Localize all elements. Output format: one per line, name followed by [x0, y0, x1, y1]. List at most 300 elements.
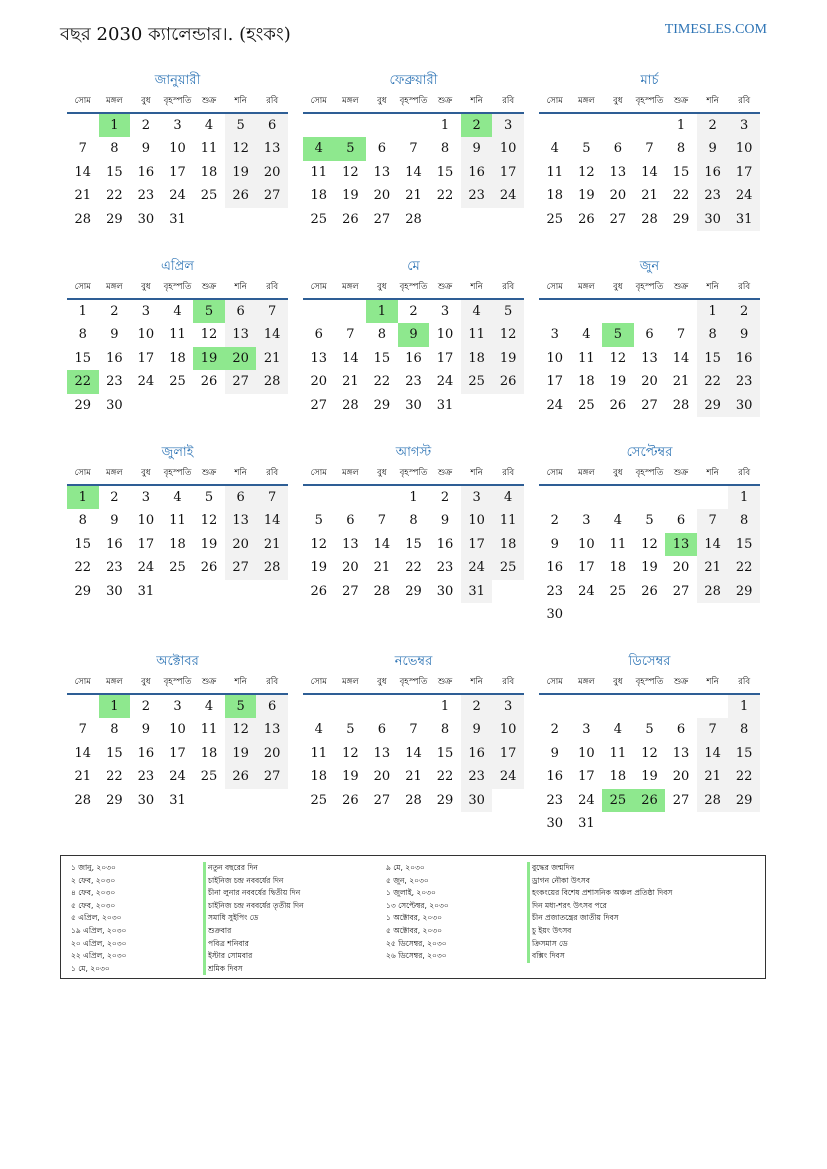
day-cell[interactable]: 4	[173, 304, 182, 319]
day-cell[interactable]: 22	[106, 769, 123, 785]
day-cell[interactable]: 20	[256, 161, 288, 184]
day-cell[interactable]: 26	[342, 792, 359, 808]
day-cell[interactable]: 22	[436, 188, 454, 204]
day-cell[interactable]: 8	[697, 323, 729, 346]
day-cell[interactable]: 10	[436, 327, 454, 343]
day-cell[interactable]: 24	[137, 560, 155, 576]
day-cell[interactable]: 1	[728, 486, 760, 509]
day-cell[interactable]: 3	[492, 114, 524, 137]
day-cell[interactable]: 20	[225, 533, 257, 556]
day-cell[interactable]: 9	[141, 141, 151, 157]
day-cell[interactable]: 21	[74, 188, 92, 204]
day-cell[interactable]: 6	[377, 722, 387, 738]
day-cell[interactable]: 3	[141, 490, 151, 505]
day-cell[interactable]: 13	[665, 533, 697, 556]
day-cell[interactable]: 13	[373, 745, 391, 761]
day-cell[interactable]: 16	[728, 347, 760, 370]
day-cell[interactable]: 5	[225, 114, 257, 137]
day-cell[interactable]: 12	[225, 718, 257, 741]
day-cell[interactable]: 6	[676, 722, 686, 738]
day-cell[interactable]: 19	[609, 374, 627, 390]
day-cell[interactable]: 14	[697, 742, 729, 765]
day-cell[interactable]: 9	[697, 137, 729, 160]
day-cell[interactable]: 22	[106, 188, 123, 204]
day-cell[interactable]: 10	[169, 722, 186, 738]
day-cell[interactable]: 31	[461, 580, 493, 603]
day-cell[interactable]: 14	[641, 164, 658, 180]
day-cell[interactable]: 12	[200, 327, 218, 343]
day-cell[interactable]: 2	[141, 118, 151, 133]
day-cell[interactable]: 15	[697, 347, 729, 370]
day-cell[interactable]: 4	[550, 141, 559, 157]
day-cell[interactable]: 30	[546, 606, 564, 622]
day-cell[interactable]: 16	[546, 769, 564, 785]
day-cell[interactable]: 26	[225, 765, 257, 788]
day-cell[interactable]: 8	[440, 141, 450, 157]
day-cell[interactable]: 1	[67, 486, 99, 509]
day-cell[interactable]: 15	[728, 742, 760, 765]
day-cell[interactable]: 26	[200, 560, 218, 576]
day-cell[interactable]: 28	[74, 792, 92, 808]
day-cell[interactable]: 8	[110, 141, 119, 157]
day-cell[interactable]: 9	[110, 327, 119, 343]
day-cell[interactable]: 23	[137, 769, 155, 785]
day-cell[interactable]: 16	[137, 745, 155, 761]
day-cell[interactable]: 14	[74, 164, 92, 180]
day-cell[interactable]: 11	[609, 536, 627, 552]
day-cell[interactable]: 12	[342, 164, 359, 180]
day-cell[interactable]: 14	[256, 323, 288, 346]
day-cell[interactable]: 18	[310, 188, 328, 204]
day-cell[interactable]: 6	[645, 327, 654, 343]
day-cell[interactable]: 7	[78, 722, 87, 738]
day-cell[interactable]: 8	[728, 718, 760, 741]
day-cell[interactable]: 17	[728, 161, 760, 184]
day-cell[interactable]: 19	[342, 769, 359, 785]
day-cell[interactable]: 27	[342, 583, 359, 599]
day-cell[interactable]: 18	[546, 188, 564, 204]
day-cell[interactable]: 28	[641, 211, 658, 227]
day-cell[interactable]: 29	[697, 394, 729, 417]
day-cell[interactable]: 18	[578, 374, 595, 390]
day-cell[interactable]: 6	[314, 327, 323, 343]
day-cell[interactable]: 10	[137, 513, 155, 529]
day-cell[interactable]: 18	[461, 347, 493, 370]
day-cell[interactable]: 4	[303, 137, 335, 160]
day-cell[interactable]: 4	[173, 490, 182, 505]
day-cell[interactable]: 14	[74, 745, 92, 761]
day-cell[interactable]: 18	[200, 164, 218, 180]
day-cell[interactable]: 28	[405, 211, 422, 227]
day-cell[interactable]: 22	[728, 765, 760, 788]
day-cell[interactable]: 27	[609, 211, 627, 227]
day-cell[interactable]: 30	[106, 583, 123, 599]
day-cell[interactable]: 4	[492, 486, 524, 509]
day-cell[interactable]: 27	[225, 556, 257, 579]
day-cell[interactable]: 26	[225, 184, 257, 207]
day-cell[interactable]: 11	[492, 509, 524, 532]
day-cell[interactable]: 25	[602, 789, 634, 812]
day-cell[interactable]: 23	[461, 765, 493, 788]
day-cell[interactable]: 11	[310, 745, 328, 761]
day-cell[interactable]: 16	[461, 161, 493, 184]
day-cell[interactable]: 24	[436, 374, 454, 390]
day-cell[interactable]: 21	[697, 556, 729, 579]
day-cell[interactable]: 7	[78, 141, 87, 157]
day-cell[interactable]: 27	[373, 211, 391, 227]
day-cell[interactable]: 3	[173, 118, 182, 133]
day-cell[interactable]: 19	[578, 188, 595, 204]
day-cell[interactable]: 24	[492, 765, 524, 788]
day-cell[interactable]: 3	[461, 486, 493, 509]
day-cell[interactable]: 8	[377, 327, 387, 343]
day-cell[interactable]: 3	[582, 513, 591, 529]
day-cell[interactable]: 9	[461, 718, 493, 741]
day-cell[interactable]: 10	[546, 350, 564, 366]
day-cell[interactable]: 2	[550, 722, 559, 738]
day-cell[interactable]: 1	[440, 118, 450, 133]
day-cell[interactable]: 31	[728, 208, 760, 231]
day-cell[interactable]: 21	[672, 374, 690, 390]
day-cell[interactable]: 5	[335, 137, 367, 160]
day-cell[interactable]: 27	[225, 370, 257, 393]
day-cell[interactable]: 29	[74, 397, 92, 413]
day-cell[interactable]: 18	[310, 769, 328, 785]
day-cell[interactable]: 25	[461, 370, 493, 393]
day-cell[interactable]: 2	[461, 114, 493, 137]
day-cell[interactable]: 2	[728, 300, 760, 323]
day-cell[interactable]: 27	[373, 792, 391, 808]
day-cell[interactable]: 8	[409, 513, 418, 529]
day-cell[interactable]: 7	[676, 327, 686, 343]
day-cell[interactable]: 24	[578, 792, 595, 808]
day-cell[interactable]: 21	[256, 533, 288, 556]
day-cell[interactable]: 4	[204, 118, 214, 133]
day-cell[interactable]: 23	[697, 184, 729, 207]
day-cell[interactable]: 15	[106, 164, 123, 180]
day-cell[interactable]: 30	[697, 208, 729, 231]
day-cell[interactable]: 9	[398, 323, 430, 346]
day-cell[interactable]: 1	[78, 304, 87, 319]
day-cell[interactable]: 11	[169, 327, 186, 343]
day-cell[interactable]: 6	[613, 141, 623, 157]
day-cell[interactable]: 10	[578, 536, 595, 552]
day-cell[interactable]: 6	[676, 513, 686, 529]
day-cell[interactable]: 8	[110, 722, 119, 738]
day-cell[interactable]: 16	[697, 161, 729, 184]
day-cell[interactable]: 22	[436, 769, 454, 785]
day-cell[interactable]: 8	[676, 141, 686, 157]
day-cell[interactable]: 15	[672, 164, 690, 180]
day-cell[interactable]: 25	[578, 397, 595, 413]
day-cell[interactable]: 25	[609, 583, 627, 599]
day-cell[interactable]: 31	[436, 397, 454, 413]
day-cell[interactable]: 3	[728, 114, 760, 137]
day-cell[interactable]: 26	[342, 211, 359, 227]
day-cell[interactable]: 29	[405, 583, 422, 599]
day-cell[interactable]: 31	[578, 815, 595, 831]
day-cell[interactable]: 21	[641, 188, 658, 204]
day-cell[interactable]: 29	[106, 211, 123, 227]
day-cell[interactable]: 29	[672, 211, 690, 227]
day-cell[interactable]: 12	[578, 164, 595, 180]
day-cell[interactable]: 18	[609, 560, 627, 576]
day-cell[interactable]: 10	[492, 718, 524, 741]
day-cell[interactable]: 3	[141, 304, 151, 319]
day-cell[interactable]: 16	[436, 536, 454, 552]
day-cell[interactable]: 27	[641, 397, 658, 413]
day-cell[interactable]: 30	[137, 792, 155, 808]
day-cell[interactable]: 5	[204, 490, 214, 505]
day-cell[interactable]: 2	[141, 699, 151, 714]
day-cell[interactable]: 19	[342, 188, 359, 204]
day-cell[interactable]: 11	[461, 323, 493, 346]
day-cell[interactable]: 15	[728, 533, 760, 556]
day-cell[interactable]: 13	[256, 718, 288, 741]
day-cell[interactable]: 25	[200, 769, 218, 785]
day-cell[interactable]: 7	[697, 718, 729, 741]
day-cell[interactable]: 16	[137, 164, 155, 180]
day-cell[interactable]: 13	[342, 536, 359, 552]
day-cell[interactable]: 27	[256, 765, 288, 788]
day-cell[interactable]: 19	[641, 769, 658, 785]
day-cell[interactable]: 5	[582, 141, 591, 157]
day-cell[interactable]: 15	[74, 536, 92, 552]
day-cell[interactable]: 1	[676, 118, 686, 133]
day-cell[interactable]: 10	[137, 327, 155, 343]
day-cell[interactable]: 5	[645, 722, 654, 738]
day-cell[interactable]: 28	[373, 583, 391, 599]
day-cell[interactable]: 25	[310, 211, 328, 227]
day-cell[interactable]: 7	[645, 141, 654, 157]
day-cell[interactable]: 10	[578, 745, 595, 761]
day-cell[interactable]: 13	[225, 323, 257, 346]
day-cell[interactable]: 27	[256, 184, 288, 207]
day-cell[interactable]: 30	[461, 789, 493, 812]
day-cell[interactable]: 11	[200, 141, 218, 157]
day-cell[interactable]: 3	[440, 304, 450, 319]
day-cell[interactable]: 19	[492, 347, 524, 370]
day-cell[interactable]: 18	[200, 745, 218, 761]
day-cell[interactable]: 26	[641, 583, 658, 599]
day-cell[interactable]: 13	[225, 509, 257, 532]
day-cell[interactable]: 7	[256, 486, 288, 509]
day-cell[interactable]: 4	[613, 513, 623, 529]
day-cell[interactable]: 9	[461, 137, 493, 160]
day-cell[interactable]: 14	[342, 350, 359, 366]
day-cell[interactable]: 19	[310, 560, 328, 576]
day-cell[interactable]: 10	[492, 137, 524, 160]
day-cell[interactable]: 19	[225, 742, 257, 765]
day-cell[interactable]: 30	[728, 394, 760, 417]
day-cell[interactable]: 5	[645, 513, 654, 529]
day-cell[interactable]: 24	[578, 583, 595, 599]
day-cell[interactable]: 3	[582, 722, 591, 738]
day-cell[interactable]: 8	[78, 327, 87, 343]
day-cell[interactable]: 4	[204, 699, 214, 714]
day-cell[interactable]: 21	[342, 374, 359, 390]
day-cell[interactable]: 22	[405, 560, 422, 576]
day-cell[interactable]: 21	[697, 765, 729, 788]
day-cell[interactable]: 14	[405, 745, 422, 761]
day-cell[interactable]: 15	[436, 745, 454, 761]
day-cell[interactable]: 26	[578, 211, 595, 227]
day-cell[interactable]: 13	[256, 137, 288, 160]
day-cell[interactable]: 5	[602, 323, 634, 346]
day-cell[interactable]: 22	[373, 374, 391, 390]
day-cell[interactable]: 19	[225, 161, 257, 184]
day-cell[interactable]: 15	[373, 350, 391, 366]
day-cell[interactable]: 4	[314, 722, 323, 738]
day-cell[interactable]: 13	[609, 164, 627, 180]
day-cell[interactable]: 17	[137, 536, 155, 552]
day-cell[interactable]: 29	[728, 789, 760, 812]
day-cell[interactable]: 2	[550, 513, 559, 529]
day-cell[interactable]: 20	[373, 188, 391, 204]
day-cell[interactable]: 24	[461, 556, 493, 579]
day-cell[interactable]: 4	[461, 300, 493, 323]
day-cell[interactable]: 12	[225, 137, 257, 160]
day-cell[interactable]: 20	[641, 374, 658, 390]
day-cell[interactable]: 29	[436, 792, 454, 808]
day-cell[interactable]: 17	[169, 164, 186, 180]
day-cell[interactable]: 14	[373, 536, 391, 552]
day-cell[interactable]: 11	[609, 745, 627, 761]
day-cell[interactable]: 12	[609, 350, 627, 366]
day-cell[interactable]: 24	[546, 397, 564, 413]
day-cell[interactable]: 20	[310, 374, 328, 390]
day-cell[interactable]: 5	[346, 722, 355, 738]
day-cell[interactable]: 17	[461, 533, 493, 556]
day-cell[interactable]: 5	[492, 300, 524, 323]
day-cell[interactable]: 28	[405, 792, 422, 808]
day-cell[interactable]: 9	[728, 323, 760, 346]
day-cell[interactable]: 26	[609, 397, 627, 413]
day-cell[interactable]: 2	[697, 114, 729, 137]
day-cell[interactable]: 21	[373, 560, 391, 576]
day-cell[interactable]: 9	[440, 513, 450, 529]
day-cell[interactable]: 23	[106, 374, 123, 390]
day-cell[interactable]: 7	[697, 509, 729, 532]
day-cell[interactable]: 19	[641, 560, 658, 576]
day-cell[interactable]: 7	[346, 327, 355, 343]
day-cell[interactable]: 4	[582, 327, 591, 343]
day-cell[interactable]: 24	[137, 374, 155, 390]
day-cell[interactable]: 19	[200, 536, 218, 552]
day-cell[interactable]: 21	[405, 769, 422, 785]
day-cell[interactable]: 19	[193, 347, 225, 370]
day-cell[interactable]: 18	[492, 533, 524, 556]
day-cell[interactable]: 8	[440, 722, 450, 738]
day-cell[interactable]: 24	[492, 184, 524, 207]
day-cell[interactable]: 6	[225, 486, 257, 509]
day-cell[interactable]: 22	[74, 560, 92, 576]
day-cell[interactable]: 30	[405, 397, 422, 413]
day-cell[interactable]: 26	[310, 583, 328, 599]
day-cell[interactable]: 2	[409, 304, 418, 319]
day-cell[interactable]: 21	[74, 769, 92, 785]
day-cell[interactable]: 2	[110, 304, 119, 319]
day-cell[interactable]: 23	[106, 560, 123, 576]
day-cell[interactable]: 18	[609, 769, 627, 785]
day-cell[interactable]: 8	[78, 513, 87, 529]
day-cell[interactable]: 5	[225, 695, 257, 718]
day-cell[interactable]: 2	[461, 695, 493, 718]
day-cell[interactable]: 13	[373, 164, 391, 180]
day-cell[interactable]: 9	[141, 722, 151, 738]
day-cell[interactable]: 15	[405, 536, 422, 552]
day-cell[interactable]: 24	[169, 188, 186, 204]
day-cell[interactable]: 29	[74, 583, 92, 599]
day-cell[interactable]: 1	[440, 699, 450, 714]
day-cell[interactable]: 1	[99, 114, 131, 137]
day-cell[interactable]: 7	[256, 300, 288, 323]
day-cell[interactable]: 25	[546, 211, 564, 227]
day-cell[interactable]: 6	[256, 695, 288, 718]
day-cell[interactable]: 25	[310, 792, 328, 808]
day-cell[interactable]: 28	[697, 789, 729, 812]
day-cell[interactable]: 29	[373, 397, 391, 413]
day-cell[interactable]: 14	[672, 350, 690, 366]
day-cell[interactable]: 23	[436, 560, 454, 576]
day-cell[interactable]: 26	[492, 370, 524, 393]
day-cell[interactable]: 22	[672, 188, 690, 204]
day-cell[interactable]: 29	[106, 792, 123, 808]
day-cell[interactable]: 17	[492, 742, 524, 765]
day-cell[interactable]: 6	[377, 141, 387, 157]
day-cell[interactable]: 14	[697, 533, 729, 556]
day-cell[interactable]: 13	[310, 350, 328, 366]
day-cell[interactable]: 3	[173, 699, 182, 714]
day-cell[interactable]: 16	[106, 536, 123, 552]
day-cell[interactable]: 23	[546, 583, 564, 599]
day-cell[interactable]: 6	[256, 114, 288, 137]
day-cell[interactable]: 26	[634, 789, 666, 812]
day-cell[interactable]: 22	[697, 370, 729, 393]
day-cell[interactable]: 17	[578, 769, 595, 785]
day-cell[interactable]: 10	[728, 137, 760, 160]
day-cell[interactable]: 17	[546, 374, 564, 390]
day-cell[interactable]: 31	[169, 211, 186, 227]
day-cell[interactable]: 15	[74, 350, 92, 366]
day-cell[interactable]: 15	[436, 164, 454, 180]
day-cell[interactable]: 1	[409, 490, 418, 505]
day-cell[interactable]: 28	[256, 556, 288, 579]
day-cell[interactable]: 1	[99, 695, 131, 718]
site-link[interactable]: TIMESLES.COM	[664, 22, 767, 37]
day-cell[interactable]: 25	[200, 188, 218, 204]
day-cell[interactable]: 31	[169, 792, 186, 808]
day-cell[interactable]: 12	[641, 745, 658, 761]
day-cell[interactable]: 30	[546, 815, 564, 831]
day-cell[interactable]: 21	[405, 188, 422, 204]
day-cell[interactable]: 11	[200, 722, 218, 738]
day-cell[interactable]: 26	[200, 374, 218, 390]
day-cell[interactable]: 3	[550, 327, 559, 343]
day-cell[interactable]: 25	[492, 556, 524, 579]
day-cell[interactable]: 23	[728, 370, 760, 393]
day-cell[interactable]: 14	[256, 509, 288, 532]
day-cell[interactable]: 17	[169, 745, 186, 761]
day-cell[interactable]: 9	[550, 745, 559, 761]
day-cell[interactable]: 11	[169, 513, 186, 529]
day-cell[interactable]: 9	[550, 536, 559, 552]
day-cell[interactable]: 20	[225, 347, 257, 370]
day-cell[interactable]: 6	[225, 300, 257, 323]
day-cell[interactable]: 2	[440, 490, 450, 505]
day-cell[interactable]: 6	[346, 513, 355, 529]
day-cell[interactable]: 11	[310, 164, 328, 180]
